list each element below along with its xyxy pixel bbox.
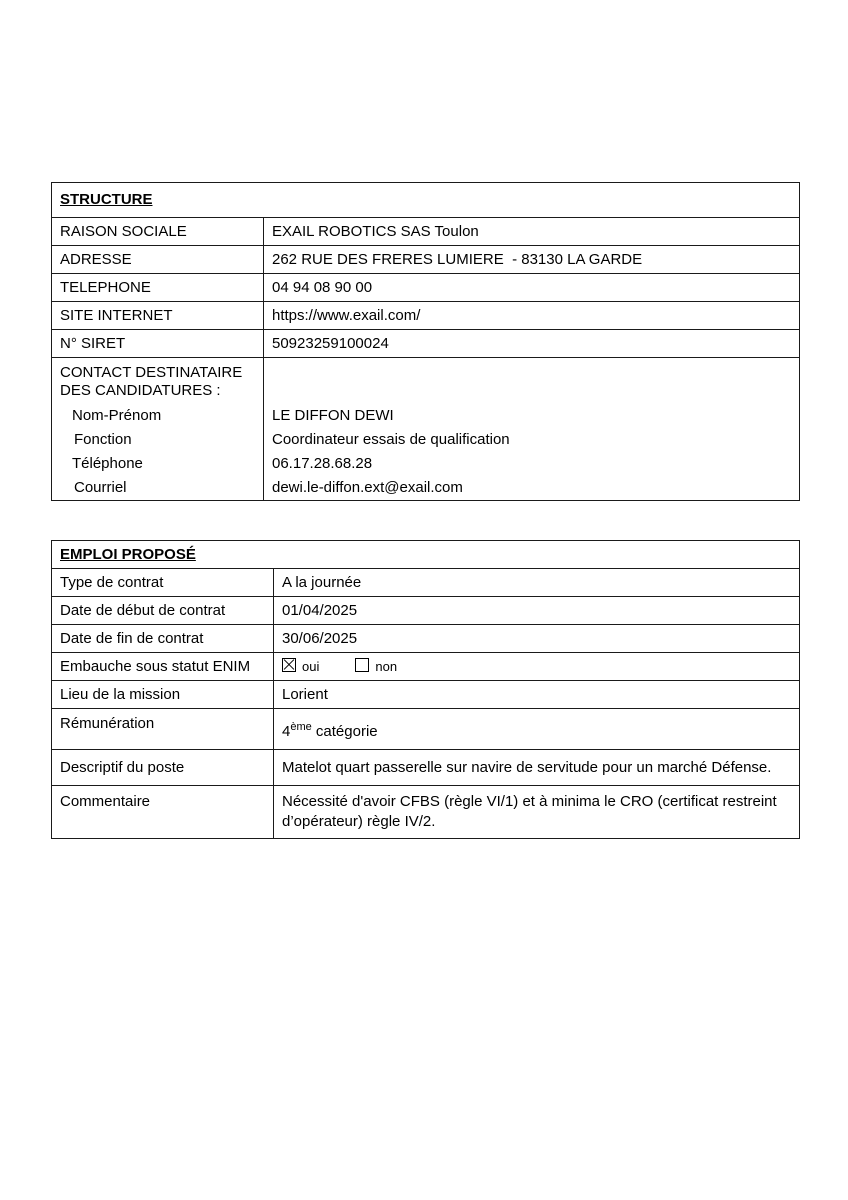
- type-contrat-label: Type de contrat: [52, 569, 274, 597]
- remuneration-label: Rémunération: [52, 709, 274, 750]
- siret-value: 50923259100024: [264, 330, 800, 358]
- adresse-label: ADRESSE: [52, 246, 264, 274]
- non-label: non: [375, 658, 398, 674]
- telephone-label: TELEPHONE: [52, 274, 264, 302]
- enim-label: Embauche sous statut ENIM: [52, 653, 274, 681]
- remuneration-value: [274, 709, 800, 750]
- descriptif-value: Matelot quart passerelle sur navire de servitude pour un marché Défense.: [274, 750, 800, 786]
- structure-table: [51, 182, 800, 501]
- raison-sociale-label: RAISON SOCIALE: [52, 218, 264, 246]
- raison-sociale-value: EXAIL ROBOTICS SAS Toulon: [264, 218, 800, 246]
- oui-checkbox[interactable]: [282, 658, 296, 672]
- structure-header: STRUCTURE: [52, 183, 800, 218]
- remuneration-superscript: ème: [290, 720, 312, 733]
- lieu-mission-value: Lorient: [274, 681, 800, 709]
- siret-label: N° SIRET: [52, 330, 264, 358]
- contact-telephone-value: 06.17.28.68.28: [272, 455, 373, 472]
- courriel-value: dewi.le-diffon.ext@exail.com: [272, 479, 463, 496]
- contact-values-cell: [264, 358, 800, 501]
- non-checkbox[interactable]: [355, 658, 369, 672]
- site-internet-value: https://www.exail.com/: [264, 302, 800, 330]
- date-debut-label: Date de début de contrat: [52, 597, 274, 625]
- descriptif-label: Descriptif du poste: [52, 750, 274, 786]
- oui-label: oui: [302, 658, 320, 674]
- date-debut-value: 01/04/2025: [274, 597, 800, 625]
- site-internet-label: SITE INTERNET: [52, 302, 264, 330]
- telephone-value: 04 94 08 90 00: [264, 274, 800, 302]
- type-contrat-value: A la journée: [274, 569, 800, 597]
- remuneration-number: 4: [282, 722, 291, 740]
- nom-prenom-label: Nom-Prénom: [72, 407, 162, 424]
- contact-telephone-label: Téléphone: [72, 455, 143, 472]
- contact-title-line1: CONTACT DESTINATAIRE: [60, 364, 243, 381]
- remuneration-suffix: catégorie: [315, 722, 378, 740]
- commentaire-label: Commentaire: [52, 786, 274, 839]
- fonction-label: Fonction: [74, 431, 132, 448]
- contact-labels-cell: [52, 358, 264, 501]
- commentaire-value: Nécessité d'avoir CFBS (règle VI/1) et à minima le CRO (certificat restreint d’opérateur) règle IV/2.: [274, 786, 800, 839]
- date-fin-label: Date de fin de contrat: [52, 625, 274, 653]
- contact-title-line2: DES CANDIDATURES :: [60, 382, 221, 399]
- courriel-label: Courriel: [74, 479, 127, 496]
- lieu-mission-label: Lieu de la mission: [52, 681, 274, 709]
- fonction-value: Coordinateur essais de qualification: [272, 431, 510, 448]
- adresse-value: 262 RUE DES FRERES LUMIERE - 83130 LA GARDE: [264, 246, 800, 274]
- enim-options: [274, 653, 800, 681]
- date-fin-value: 30/06/2025: [274, 625, 800, 653]
- emploi-header: EMPLOI PROPOSÉ: [52, 541, 800, 569]
- emploi-table: [51, 540, 800, 839]
- nom-prenom-value: LE DIFFON DEWI: [272, 407, 394, 424]
